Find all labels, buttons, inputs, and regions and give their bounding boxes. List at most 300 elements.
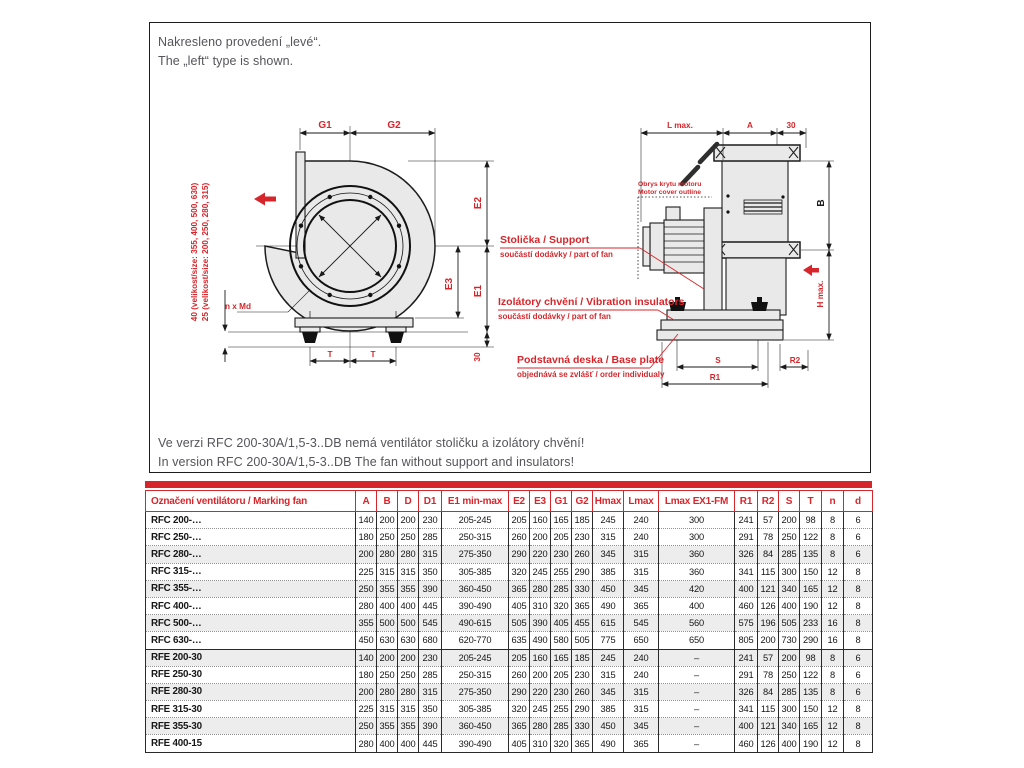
spec-value: 16	[822, 615, 844, 632]
spec-value: 160	[530, 512, 551, 529]
table-row	[146, 580, 873, 597]
spec-value: 8	[844, 701, 873, 718]
fan-model: RFC 500-…	[146, 615, 356, 632]
spec-value: 280	[530, 718, 551, 735]
spec-value: 230	[551, 683, 572, 700]
support-plate	[704, 208, 722, 318]
dim-label-g1: G1	[318, 120, 332, 131]
spec-value: 140	[356, 512, 377, 529]
fan-model: RFC 280-…	[146, 546, 356, 563]
casing-upper	[722, 161, 788, 242]
column-header: E3	[530, 491, 551, 512]
spec-value: 580	[551, 632, 572, 649]
spec-value: 250	[377, 666, 398, 683]
spec-value: –	[659, 701, 735, 718]
spec-value: 300	[659, 529, 735, 546]
spec-value: 140	[356, 649, 377, 666]
column-header: Lmax	[624, 491, 659, 512]
column-header: Hmax	[593, 491, 624, 512]
spec-value: 315	[624, 546, 659, 563]
spec-value: 300	[659, 512, 735, 529]
spec-value: 390-490	[442, 735, 509, 752]
table-row	[146, 666, 873, 683]
spec-value: 78	[758, 529, 779, 546]
spec-value: 340	[779, 718, 800, 735]
table-row	[146, 718, 873, 735]
spec-value: 315	[398, 563, 419, 580]
spec-value: –	[659, 735, 735, 752]
spec-value: –	[659, 718, 735, 735]
spec-value: 280	[356, 597, 377, 614]
spec-value: 200	[398, 512, 419, 529]
spec-value: 245	[593, 649, 624, 666]
table-accent-bar	[145, 481, 872, 488]
callout-insulators	[498, 296, 685, 321]
spec-value: 57	[758, 512, 779, 529]
spec-value: 291	[735, 529, 758, 546]
spec-value: 385	[593, 701, 624, 718]
spec-value: 290	[572, 701, 593, 718]
spec-value: 345	[593, 683, 624, 700]
spec-value: 360	[659, 546, 735, 563]
spec-value: 260	[509, 529, 530, 546]
spec-value: 165	[800, 718, 822, 735]
spec-value: 280	[356, 735, 377, 752]
fan-model: RFC 630-…	[146, 632, 356, 649]
spec-value: 250-315	[442, 666, 509, 683]
spec-value: 12	[822, 718, 844, 735]
spec-value: 205	[509, 649, 530, 666]
fan-model: RFE 280-30	[146, 683, 356, 700]
dim-label-b: B	[816, 199, 827, 207]
right-fan-drawing	[638, 121, 834, 388]
spec-value: 280	[398, 683, 419, 700]
spec-value: 250	[356, 718, 377, 735]
callout-insulators-sub: součástí dodávky / part of fan	[498, 312, 611, 321]
spec-value: 250-315	[442, 529, 509, 546]
spec-value: 6	[844, 649, 873, 666]
spec-value: 320	[509, 563, 530, 580]
dim-label-a: A	[747, 121, 753, 130]
callout-baseplate	[517, 354, 664, 379]
spec-value: 365	[572, 597, 593, 614]
spec-value: 390	[419, 580, 442, 597]
version-note-cz: Ve verzi RFC 200-30A/1,5-3..DB nemá ventilátor stoličku a izolátory chvění!	[158, 436, 585, 450]
spec-value: 320	[551, 597, 572, 614]
spec-value: 290	[509, 546, 530, 563]
spec-value: 8	[822, 529, 844, 546]
spec-value: 121	[758, 580, 779, 597]
spec-value: 200	[356, 546, 377, 563]
spec-value: 250	[779, 666, 800, 683]
callout-support-sub: součástí dodávky / part of fan	[500, 250, 613, 259]
fan-model: RFC 250-…	[146, 529, 356, 546]
table-row	[146, 546, 873, 563]
spec-value: 8	[822, 666, 844, 683]
terminal-box	[666, 207, 680, 220]
spec-value: 290	[800, 632, 822, 649]
dim-label-r2: R2	[789, 356, 801, 365]
spec-value: 635	[509, 632, 530, 649]
spec-value: 490-615	[442, 615, 509, 632]
spec-value: 185	[572, 512, 593, 529]
column-header: G1	[551, 491, 572, 512]
spec-value: 355	[398, 580, 419, 597]
spec-value: 315	[593, 666, 624, 683]
spec-value: 340	[779, 580, 800, 597]
spec-value: 315	[624, 701, 659, 718]
fan-model: RFE 250-30	[146, 666, 356, 683]
spec-value: 280	[398, 546, 419, 563]
spec-value: 500	[398, 615, 419, 632]
spec-value: 135	[800, 683, 822, 700]
column-header: D	[398, 491, 419, 512]
spec-value: 135	[800, 546, 822, 563]
spec-value: –	[659, 683, 735, 700]
dim-label-e3: E3	[444, 277, 455, 291]
spec-value: 355	[356, 615, 377, 632]
spec-value: 575	[735, 615, 758, 632]
spec-value: 285	[779, 683, 800, 700]
spec-value: 280	[377, 546, 398, 563]
fan-model: RFC 315-…	[146, 563, 356, 580]
spec-value: 12	[822, 580, 844, 597]
motor-front	[650, 223, 664, 270]
spec-value: 490	[593, 597, 624, 614]
spec-value: 255	[551, 701, 572, 718]
vibration-insulator	[751, 302, 768, 311]
spec-value: 400	[735, 718, 758, 735]
spec-value: 8	[844, 735, 873, 752]
spec-value: 315	[419, 546, 442, 563]
table-row	[146, 632, 873, 649]
spec-value: 200	[356, 683, 377, 700]
spec-value: 225	[356, 563, 377, 580]
fan-model: RFE 315-30	[146, 701, 356, 718]
spec-value: 315	[419, 683, 442, 700]
spec-value: 345	[593, 546, 624, 563]
spec-value: 505	[779, 615, 800, 632]
column-header: T	[800, 491, 822, 512]
spec-value: 290	[572, 563, 593, 580]
spec-value: 445	[419, 735, 442, 752]
spec-value: 345	[624, 580, 659, 597]
spec-value: –	[659, 649, 735, 666]
spec-value: 250	[398, 529, 419, 546]
spec-value: 8	[822, 649, 844, 666]
spec-value: 285	[419, 529, 442, 546]
spec-value: 16	[822, 632, 844, 649]
spec-value: 205-245	[442, 649, 509, 666]
spec-value: 730	[779, 632, 800, 649]
spec-value: 365	[572, 735, 593, 752]
column-header: G2	[572, 491, 593, 512]
spec-value: 315	[624, 683, 659, 700]
spec-value: 6	[844, 666, 873, 683]
spec-value: 8	[844, 632, 873, 649]
dim-label-g2: G2	[387, 120, 401, 131]
spec-value: 285	[419, 666, 442, 683]
dim-label-hmax: H max.	[816, 280, 825, 308]
spec-value: 405	[509, 597, 530, 614]
spec-value: 360	[659, 563, 735, 580]
motor-body	[664, 220, 704, 273]
fan-model: RFE 400-15	[146, 735, 356, 752]
dim-label-e2: E2	[473, 196, 484, 210]
spec-value: 400	[659, 597, 735, 614]
spec-value: 341	[735, 563, 758, 580]
spec-value: 8	[844, 718, 873, 735]
spec-value: 196	[758, 615, 779, 632]
spec-value: 460	[735, 735, 758, 752]
left-fan-drawing	[190, 120, 494, 368]
column-header: A	[356, 491, 377, 512]
spec-value: 240	[624, 529, 659, 546]
dimension-table-section	[145, 481, 872, 753]
spec-value: 250	[356, 580, 377, 597]
spec-value: 305-385	[442, 563, 509, 580]
spec-value: 285	[551, 718, 572, 735]
spec-value: 505	[572, 632, 593, 649]
spec-value: 8	[844, 580, 873, 597]
spec-value: 255	[551, 563, 572, 580]
spec-value: 200	[779, 512, 800, 529]
spec-value: 84	[758, 546, 779, 563]
spec-value: 165	[800, 580, 822, 597]
column-header: S	[779, 491, 800, 512]
spec-value: 450	[593, 580, 624, 597]
spec-value: 200	[377, 512, 398, 529]
table-row	[146, 529, 873, 546]
callout-insulators-title: Izolátory chvění / Vibration insulators	[498, 296, 685, 308]
spec-value: 400	[398, 735, 419, 752]
table-row	[146, 701, 873, 718]
spec-value: 365	[624, 735, 659, 752]
spec-value: 285	[779, 546, 800, 563]
column-header: E2	[509, 491, 530, 512]
spec-value: 280	[530, 580, 551, 597]
spec-value: 12	[822, 597, 844, 614]
base-layer-2	[661, 320, 783, 330]
spec-value: –	[659, 666, 735, 683]
flange-top	[714, 145, 800, 161]
spec-value: 326	[735, 683, 758, 700]
spec-value: 400	[398, 597, 419, 614]
dim-label-s: S	[715, 356, 721, 365]
fan-model: RFC 200-…	[146, 512, 356, 529]
spec-value: 650	[624, 632, 659, 649]
spec-value: 225	[356, 701, 377, 718]
spec-value: 630	[377, 632, 398, 649]
spec-value: 390	[530, 615, 551, 632]
spec-value: 8	[844, 597, 873, 614]
spec-value: 8	[822, 546, 844, 563]
spec-value: 190	[800, 597, 822, 614]
base-plate	[657, 330, 783, 340]
spec-value: 230	[551, 546, 572, 563]
spec-value: 78	[758, 666, 779, 683]
spec-value: 230	[419, 649, 442, 666]
fan-model: RFE 200-30	[146, 649, 356, 666]
spec-value: 260	[572, 546, 593, 563]
spec-value: 630	[398, 632, 419, 649]
spec-value: 180	[356, 529, 377, 546]
spec-value: 250	[779, 529, 800, 546]
spec-value: 220	[530, 683, 551, 700]
spec-value: 455	[572, 615, 593, 632]
callout-baseplate-sub: objednává se zvlášť / order individualy	[517, 370, 665, 379]
column-header: B	[377, 491, 398, 512]
spec-value: 250	[377, 529, 398, 546]
spec-value: 320	[509, 701, 530, 718]
spec-value: 250	[398, 666, 419, 683]
table-row	[146, 512, 873, 529]
spec-value: 390-490	[442, 597, 509, 614]
spec-value: 240	[624, 649, 659, 666]
spec-value: 350	[419, 563, 442, 580]
spec-value: 315	[398, 701, 419, 718]
spec-value: 445	[419, 597, 442, 614]
size-note-40: 40 (velikost/size: 355, 400, 500, 630)	[190, 182, 199, 322]
airflow-arrow-icon	[803, 265, 819, 277]
spec-value: 365	[509, 718, 530, 735]
motor-outline-label-cz: Obrys krytu motoru	[638, 181, 702, 188]
spec-value: 400	[377, 597, 398, 614]
spec-value: 315	[377, 701, 398, 718]
spec-value: 12	[822, 735, 844, 752]
spec-value: 500	[377, 615, 398, 632]
table-row	[146, 683, 873, 700]
dim-label-t2: T	[370, 350, 376, 359]
spec-value: 122	[800, 666, 822, 683]
header-row	[146, 491, 873, 512]
spec-value: 205	[509, 512, 530, 529]
spec-value: 115	[758, 701, 779, 718]
spec-value: 365	[509, 580, 530, 597]
spec-value: 405	[509, 735, 530, 752]
fan-model: RFC 400-…	[146, 597, 356, 614]
spec-value: 290	[509, 683, 530, 700]
spec-value: 360-450	[442, 718, 509, 735]
version-note-en: In version RFC 200-30A/1,5-3..DB The fan without support and insulators!	[158, 454, 575, 469]
spec-value: 300	[779, 563, 800, 580]
spec-value: 115	[758, 563, 779, 580]
spec-value: 615	[593, 615, 624, 632]
spec-value: 241	[735, 512, 758, 529]
motor-outline-label-en: Motor cover outline	[638, 189, 702, 196]
column-header: R2	[758, 491, 779, 512]
spec-value: 8	[844, 615, 873, 632]
spec-value: 505	[509, 615, 530, 632]
spec-value: 150	[800, 701, 822, 718]
spec-value: 545	[419, 615, 442, 632]
spec-value: 650	[659, 632, 735, 649]
spec-value: 545	[624, 615, 659, 632]
table-row	[146, 597, 873, 614]
spec-value: 200	[377, 649, 398, 666]
spec-value: 6	[844, 546, 873, 563]
spec-value: 341	[735, 701, 758, 718]
spec-value: 12	[822, 701, 844, 718]
bolt-count-label: n x Md	[225, 302, 251, 311]
spec-value: 121	[758, 718, 779, 735]
spec-value: 245	[530, 701, 551, 718]
spec-value: 260	[509, 666, 530, 683]
spec-value: 300	[779, 701, 800, 718]
fan-model: RFE 355-30	[146, 718, 356, 735]
spec-value: 291	[735, 666, 758, 683]
spec-value: 240	[624, 666, 659, 683]
spec-value: 280	[377, 683, 398, 700]
spec-value: 6	[844, 512, 873, 529]
spec-value: 122	[800, 529, 822, 546]
spec-value: 385	[593, 563, 624, 580]
spec-value: 200	[758, 632, 779, 649]
orientation-note-en: The „left“ type is shown.	[158, 53, 294, 68]
spec-value: 560	[659, 615, 735, 632]
spec-value: 400	[735, 580, 758, 597]
spec-value: 490	[530, 632, 551, 649]
spec-value: 205	[551, 666, 572, 683]
spec-value: 680	[419, 632, 442, 649]
callout-support-title: Stolička / Support	[500, 234, 590, 246]
spec-value: 160	[530, 649, 551, 666]
dim-label-e1: E1	[473, 284, 484, 298]
spec-value: 241	[735, 649, 758, 666]
spec-value: 220	[530, 546, 551, 563]
spec-value: 200	[398, 649, 419, 666]
spec-value: 360-450	[442, 580, 509, 597]
spec-value: 180	[356, 666, 377, 683]
spec-value: 460	[735, 597, 758, 614]
spec-value: 6	[844, 683, 873, 700]
fan-model: RFC 355-…	[146, 580, 356, 597]
spec-value: 490	[593, 735, 624, 752]
spec-value: 12	[822, 563, 844, 580]
spec-value: 165	[551, 512, 572, 529]
support-bar	[295, 318, 413, 327]
spec-value: 205	[551, 529, 572, 546]
table-row	[146, 735, 873, 752]
spec-value: 355	[398, 718, 419, 735]
airflow-arrow-icon	[254, 193, 276, 206]
column-header: E1 min-max	[442, 491, 509, 512]
callout-support	[500, 234, 613, 259]
spec-value: 245	[530, 563, 551, 580]
spec-value: 230	[572, 666, 593, 683]
spec-value: 230	[419, 512, 442, 529]
spec-value: 275-350	[442, 683, 509, 700]
spec-value: 126	[758, 597, 779, 614]
spec-value: 315	[624, 563, 659, 580]
spec-value: 233	[800, 615, 822, 632]
spec-value: 345	[624, 718, 659, 735]
spec-value: 405	[551, 615, 572, 632]
dim-label-30-right: 30	[786, 121, 796, 130]
spec-value: 315	[377, 563, 398, 580]
spec-value: 330	[572, 718, 593, 735]
table-row	[146, 649, 873, 666]
spec-value: 620-770	[442, 632, 509, 649]
dim-label-r1: R1	[709, 373, 721, 382]
spec-value: 355	[377, 580, 398, 597]
spec-value: 8	[822, 683, 844, 700]
dim-label-t1: T	[327, 350, 333, 359]
spec-value: 200	[530, 666, 551, 683]
column-header-model: Označení ventilátoru / Marking fan	[146, 491, 356, 512]
spec-table	[145, 490, 873, 753]
column-header: d	[844, 491, 873, 512]
